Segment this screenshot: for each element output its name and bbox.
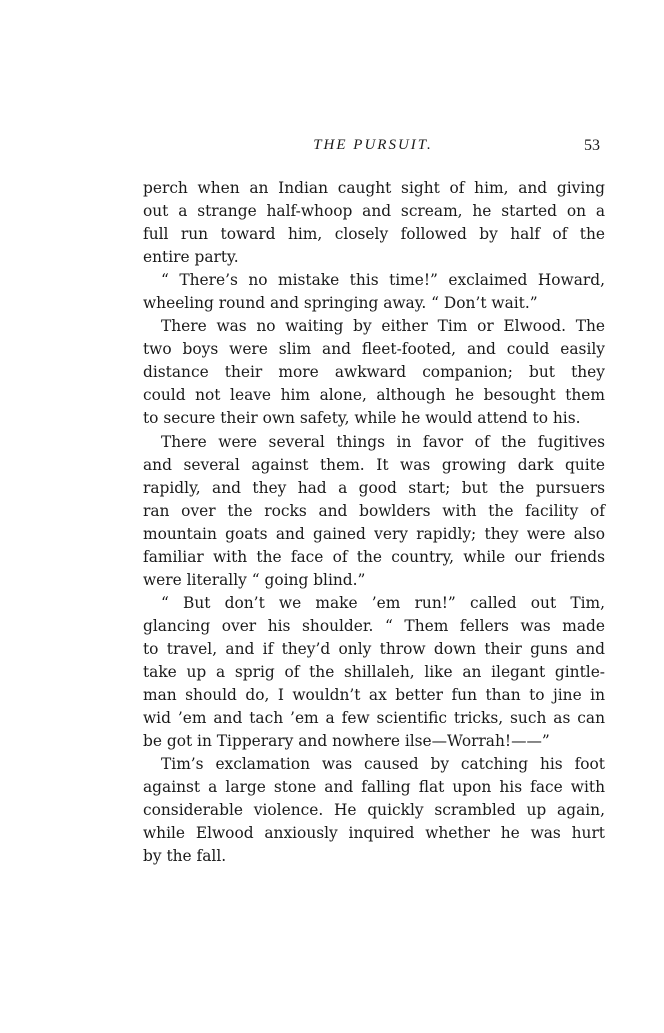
text-line: man should do, I wouldn’t ax better fun than to jine in — [143, 686, 605, 705]
text-line: full run toward him, closely followed by half of the — [143, 225, 605, 244]
text-line: entire party. — [143, 248, 239, 267]
text-line: to travel, and if they’d only throw down their guns and — [143, 639, 605, 658]
text-line: “ But don’t we make ’em run!” called out Tim, — [161, 593, 605, 612]
text-line: two boys were slim and fleet-footed, and could easily — [143, 340, 605, 359]
text-line: “ There’s no mistake this time!” exclaimed Howard, — [161, 271, 605, 290]
text-line: could not leave him alone, although he besought them — [143, 386, 605, 405]
text-line: rapidly, and they had a good start; but the pursuers — [143, 478, 605, 497]
text-line: were literally “ going blind.” — [143, 570, 366, 589]
text-line: be got in Tipperary and nowhere ilse—Worrah!——” — [143, 732, 550, 751]
running-title: THE PURSUIT. — [313, 137, 433, 153]
text-line: by the fall. — [143, 847, 227, 866]
text-line: perch when an Indian caught sight of him, and giving — [143, 179, 605, 197]
text-line: wheeling round and springing away. “ Don’t wait.” — [143, 294, 538, 313]
text-line: Tim’s exclamation was caused by catching his foot — [161, 755, 605, 774]
text-line: take up a sprig of the shillaleh, like an ilegant gintle- — [143, 662, 605, 681]
text-line: wid ’em and tach ’em a few scientific tricks, such as can — [143, 709, 605, 728]
running-head — [142, 137, 604, 159]
text-line: There was no waiting by either Tim or Elwood. The — [161, 317, 605, 336]
text-line: against a large stone and falling flat upon his face with — [143, 778, 605, 797]
page-number: 53 — [584, 137, 600, 154]
text-line: mountain goats and gained very rapidly; they were also — [143, 524, 605, 543]
text-line: familiar with the face of the country, while our friends — [143, 547, 605, 566]
text-line: to secure their own safety, while he would attend to his. — [143, 409, 581, 428]
text-line: considerable violence. He quickly scrambled up again, — [143, 801, 605, 820]
text-line: while Elwood anxiously inquired whether he was hurt — [143, 824, 605, 843]
text-line: There were several things in favor of the fugitives — [161, 432, 605, 451]
text-line: distance their more awkward companion; but they — [143, 363, 605, 382]
body-text — [143, 177, 605, 868]
text-line: glancing over his shoulder. “ Them fellers was made — [143, 616, 605, 635]
text-line: out a strange half-whoop and scream, he started on a — [143, 202, 605, 221]
text-line: ran over the rocks and bowlders with the facility of — [143, 501, 605, 520]
text-line: and several against them. It was growing dark quite — [143, 455, 605, 474]
